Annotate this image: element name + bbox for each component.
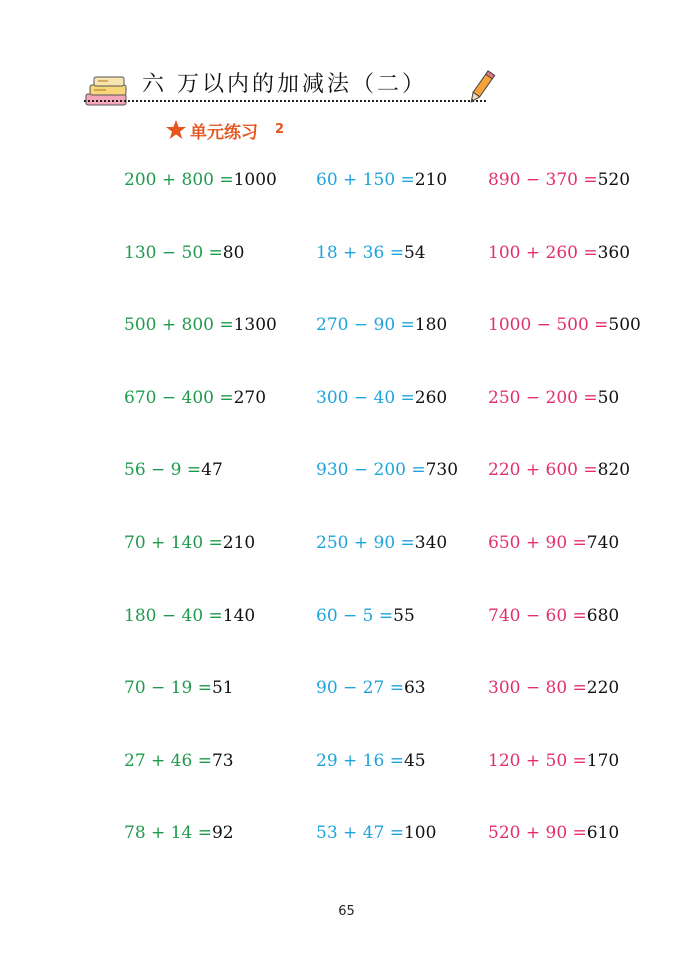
equation	[488, 388, 619, 408]
equation-question: 250 − 200 =	[488, 387, 598, 408]
equation-answer: 92	[211, 823, 234, 844]
equation	[488, 678, 619, 698]
chapter-title: 六 万以内的加减法（二）	[142, 72, 427, 97]
equation-question: 70 − 19 =	[124, 678, 212, 699]
exercise-row	[0, 170, 693, 194]
equation	[124, 388, 266, 408]
equation-answer: 360	[597, 242, 631, 263]
books-icon	[84, 74, 132, 108]
exercise-row	[0, 606, 693, 630]
star-icon	[165, 119, 187, 141]
section-title: 单元练习	[190, 123, 258, 143]
equation-question: 670 − 400 =	[124, 387, 234, 408]
exercise-row	[0, 388, 693, 412]
equation-answer: 73	[211, 750, 234, 771]
equation-question: 120 + 50 =	[488, 750, 587, 771]
equation	[316, 606, 415, 626]
equation	[488, 243, 630, 263]
equation-question: 100 + 260 =	[488, 242, 598, 263]
equation-question: 200 + 800 =	[124, 170, 234, 190]
equation	[124, 678, 234, 698]
equation-question: 18 + 36 =	[316, 242, 404, 263]
equation-answer: 260	[414, 387, 448, 408]
equation-answer: 47	[201, 460, 223, 481]
equation-answer: 610	[586, 823, 620, 844]
equation	[124, 606, 255, 626]
exercise-row	[0, 533, 693, 557]
exercise-row	[0, 315, 693, 339]
equation-answer: 520	[597, 170, 631, 190]
exercise-row	[0, 460, 693, 484]
equation	[316, 388, 447, 408]
equation-answer: 51	[211, 678, 234, 699]
equation-question: 180 − 40 =	[124, 605, 223, 626]
pencil-icon	[466, 68, 496, 108]
equation	[316, 678, 426, 698]
equation-answer: 63	[403, 678, 426, 699]
equation-answer: 270	[233, 387, 267, 408]
equation	[124, 315, 277, 335]
equation	[316, 751, 426, 771]
equation-question: 1000 − 500 =	[488, 315, 609, 336]
equation-question: 78 + 14 =	[124, 823, 212, 844]
equation	[124, 170, 277, 190]
equation-answer: 54	[403, 242, 426, 263]
equation-question: 130 − 50 =	[124, 242, 223, 263]
equation-answer: 210	[222, 533, 256, 553]
equation	[124, 823, 234, 843]
equation-answer: 170	[586, 750, 620, 771]
equation	[488, 823, 619, 843]
equation-answer: 140	[222, 605, 256, 626]
equation-answer: 820	[597, 460, 631, 481]
page-number: 65	[338, 904, 355, 919]
equation	[124, 460, 223, 480]
equation-answer: 1000	[233, 170, 277, 190]
equation-question: 29 + 16 =	[316, 750, 404, 771]
equation-question: 300 − 80 =	[488, 678, 587, 699]
equation	[488, 170, 630, 190]
equation-question: 270 − 90 =	[316, 315, 415, 336]
equation-answer: 55	[393, 605, 415, 626]
equation	[124, 243, 244, 263]
equation-answer: 210	[414, 170, 448, 190]
header-dotted-line	[84, 100, 486, 102]
equation-question: 53 + 47 =	[316, 823, 404, 844]
equation-question: 60 + 150 =	[316, 170, 415, 190]
equation-answer: 1300	[233, 315, 277, 336]
equation-answer: 45	[403, 750, 426, 771]
equation-answer: 100	[403, 823, 437, 844]
exercise-row	[0, 751, 693, 775]
equation	[316, 243, 426, 263]
equation-answer: 220	[586, 678, 620, 699]
chapter-header	[84, 62, 504, 112]
equation-question: 520 + 90 =	[488, 823, 587, 844]
section-number: 2	[275, 122, 285, 137]
equation	[316, 533, 447, 553]
equation-question: 250 + 90 =	[316, 533, 415, 553]
equation	[488, 460, 630, 480]
equation-answer: 500	[608, 315, 641, 336]
equation	[488, 606, 619, 626]
equation-answer: 730	[425, 460, 459, 481]
equation-answer: 340	[414, 533, 448, 553]
equation-question: 890 − 370 =	[488, 170, 598, 190]
equation	[488, 533, 619, 553]
equation-question: 650 + 90 =	[488, 533, 587, 553]
equation-answer: 680	[586, 605, 620, 626]
equation-question: 300 − 40 =	[316, 387, 415, 408]
exercise-row	[0, 243, 693, 267]
equation-question: 740 − 60 =	[488, 605, 587, 626]
equation	[316, 315, 447, 335]
equation-question: 60 − 5 =	[316, 605, 394, 626]
exercise-row	[0, 678, 693, 702]
equation	[488, 751, 619, 771]
equation-question: 930 − 200 =	[316, 460, 426, 481]
equation	[124, 751, 234, 771]
equation-question: 220 + 600 =	[488, 460, 598, 481]
equation-question: 500 + 800 =	[124, 315, 234, 336]
equation-answer: 180	[414, 315, 448, 336]
equation-answer: 80	[222, 242, 245, 263]
equation	[488, 315, 641, 335]
equation	[316, 823, 436, 843]
equation-question: 27 + 46 =	[124, 750, 212, 771]
equation-answer: 50	[597, 387, 620, 408]
equation-question: 56 − 9 =	[124, 460, 202, 481]
equation	[316, 460, 458, 480]
equation	[316, 170, 447, 190]
equation-question: 90 − 27 =	[316, 678, 404, 699]
equation-answer: 740	[586, 533, 620, 553]
equation-question: 70 + 140 =	[124, 533, 223, 553]
exercise-row	[0, 823, 693, 847]
equation	[124, 533, 255, 553]
